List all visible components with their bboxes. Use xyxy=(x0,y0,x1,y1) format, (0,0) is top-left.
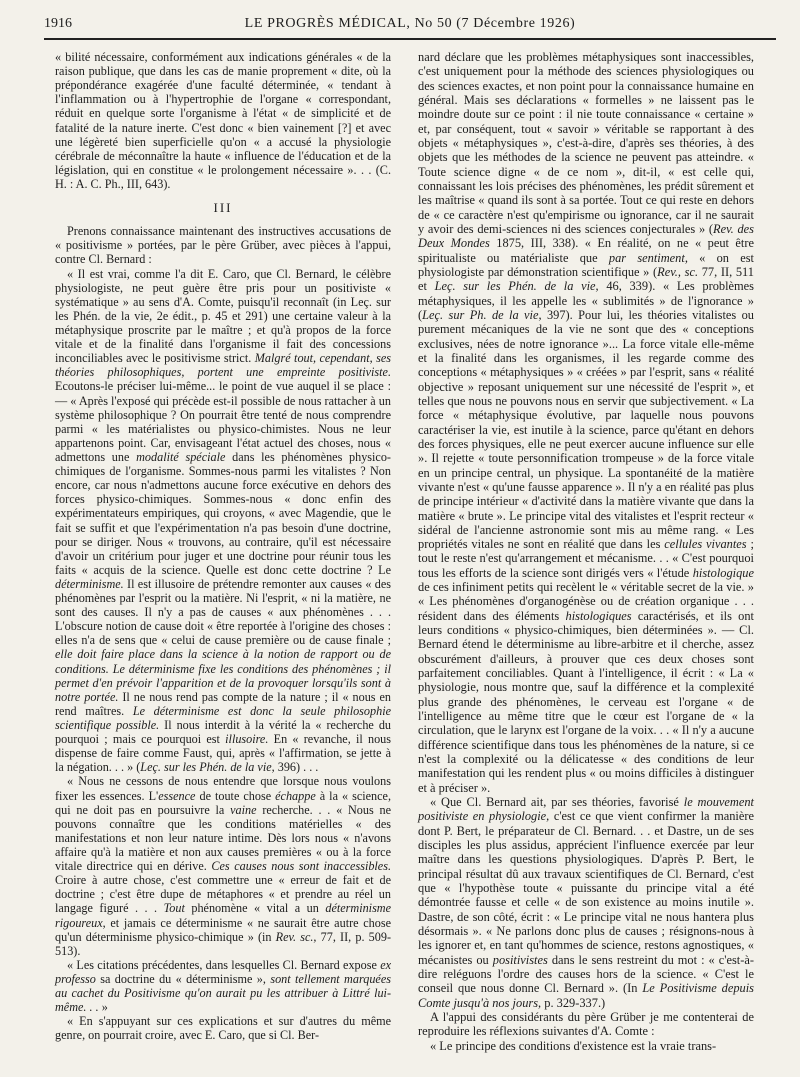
citations-paragraph: « Les citations précédentes, dans lesquelles Cl. Bernard expose ex professo sa doctrine du « déterminisme », sont tellement marquées au cachet du Positivisme qu'on aurait pu les attribuer à Littré lui-même. . . » xyxy=(55,957,392,1015)
section-heading: III xyxy=(213,200,233,216)
caro-paragraph: « Il est vrai, comme l'a dit E. Caro, que Cl. Bernard, le célèbre physiologiste, ne peut guère être pris pour un positiviste « systématique » au sens d'A. Comte, puisqu'il reconnaît (in Leç. sur les Phén. de la vie, 2e édit., p. 45 et 291) une certaine valeur à la métaphysique proscrite par le maître ; et qu'à propos de la force vitale et de la finalité dans l'organisme il fait des concessions inconciliables avec le positivisme strict. Malgré tout, cependant, ses théories philosophiques, portent une empreinte positiviste. Ecoutons-le préciser lui-même... le point de vue auquel il se place : — « Après l'exposé qui précède est-il possible de nous rattacher à un système philosophique ? On pourrait être tenté de nous comprendre parmi « les matérialistes ou physico-chimistes. Nous ne leur appartenons point. Car, envisageant l'état actuel des choses, nous « admettons une modalité spéciale dans les phénomènes physico-chimiques de l'organisme. Sommes-nous parmi les vitalistes ? Non encore, car nous n'admettons aucune force exécutive en dehors des forces physico-chimiques. Sommes-nous « donc enfin des expérimentateurs empiriques, qui croyons, « avec Magendie, que le fait se suffit et que l'expérimentation n'a pas besoin d'une doctrine, pour se diriger. Nous « trouvons, au contraire, qu'il est nécessaire d'avoir un critérium pour juger et une doctrine pour réunir tous les faits « acquis de la science. Quelle est donc cette doctrine ? Le déterminisme. Il est illusoire de prétendre remonter aux causes « des phénomènes par l'esprit ou la matière. Ni l'esprit, « ni la matière, ne sont des causes. Il n'y a pas de causes « aux phénomènes . . . L'obscure notion de cause doit « être reportée à l'origine des choses : elles n'a de sens que « celui de cause première ou de cause finale ; elle doit faire place dans la science à la notion de rapport ou de conditions. Le déterminisme fixe les conditions des phénomènes ; il permet d'en prévoir l'apparition et de la provoquer lorsqu'ils sont à notre portée. Il ne nous rend pas compte de la nature ; il « nous en rend maîtres. Le déterminisme est donc la seule philosophie scientifique possible. Il nous interdit à la vérité la « recherche du pourquoi ; mais ce pourquoi est illusoire. En « revanche, il nous dispense de faire comme Faust, qui, après « l'affirmation, se jette à la négation. . . » (Leç. sur les Phén. de la vie, 396) . . . xyxy=(55,266,392,775)
comte-quote-paragraph: « Le principe des conditions d'existence est la vraie trans- xyxy=(430,1038,717,1053)
continuation-paragraph: « En s'appuyant sur ces explications et sur d'autres du même genre, on pourrait croire, avec E. Caro, que si Cl. Ber- xyxy=(55,1014,391,1043)
page-number: 1916 xyxy=(44,16,72,31)
page-header xyxy=(44,14,776,36)
header-rule xyxy=(44,38,776,40)
bernard-paragraph: nard déclare que les problèmes métaphysiques sont inaccessibles, c'est uniquement pour la méthode des sciences physiologiques ou des sciences exactes, et non point pour la connaissance humaine en général. Mais ses déclarations « formelles » ne laissent pas le moindre doute sur ce point : il nie toute connaissance « certaine » et, par conséquent, tout « savoir » véritable se rapportant à des objets « métaphysiques », c'est-à-dire, d'après ses théories, à des objets que les méthodes de la science ne peuvent pas atteindre. « Toute science digne « de ce nom », dit-il, « est celle qui, connaissant les lois précises des phénomènes, les prédit sûrement et les maîtrise « quand ils sont à sa portée. Tout ce qui reste en dehors de « ce caractère n'est qu'empirisme ou ignorance, car il ne saurait y avoir des demi-sciences ni des sciences conjecturales » (Rev. des Deux Mondes 1875, III, 338). « En réalité, on ne « peut être spiritualiste ou matérialiste que par sentiment, « on est physiologiste par démonstration scientifique » (Rev., sc. 77, II, 511 et Leç. sur les Phén. de la vie, 46, 339). « Les problèmes métaphysiques, il les appelle les « sublimités » de l'ignorance » (Leç. sur Ph. de la vie, 397). Pour lui, les théories vitalistes ou purement mécaniques de la vie ne sont que des « conceptions exclusives, nées de notre ignorance »... La force vitale elle-même et la finalité dans les organismes, il les regarde comme des conceptions « métaphysiques » « créées » par l'esprit, sans « réalité objective » reposant uniquement sur une nécessité de l'esprit », et telles que nous ne pouvons nous en servir que subjectivement. « La force « métaphysique évolutive, par laquelle nous pouvons caractériser la vie, est inutile à la science, parce qu'étant en dehors des forces physiques, elle ne peut exercer aucune influence sur elle ». Il rejette « toute personnification trompeuse » de la force vitale en un principe central, un physique. La spontanéité de la matière vivante n'est « qu'une fausse apparence ». Il n'y a en réalité pas plus de principe intérieur « d'activité dans la matière vivante que dans la matière « brute ». Le principe vital des vitalistes et l'esprit recteur « sidéral de l'ancienne astronomie sont mis au même rang. « Les propriétés vitales ne sont en réalité que dans les cellules vivantes ; tout le reste n'est qu'arrangement et mécanisme. . . « C'est pourquoi tous les efforts de la science sont dirigés vers « l'étude histologique de ces infiniment petits qui recèlent le « véritable secret de la vie. » « Les phénomènes d'organogénèse ou de création organique . . . résident dans des éléments histologiques caractérisés, et ils ont leurs conditions « physico-chimiques, bien déterminées ». — Cl. Bernard étend le déterminisme au libre-arbitre et il cherche, assez obscurément d'ailleurs, à prouver que ces deux choses sont parfaitement conciliables. Quant à l'intelligence, il écrit : « La « physiologie, nous montre que, sauf la différence et la complexité plus grande des phénomènes, le cerveau est l'organe « de l'intelligence au même titre que le cœur est l'organe de « la circulation, que le larynx est l'organe de la voix. . . « Il n'y a aucune différence scientifique dans tous les phénomènes de la nature, si ce n'est la complexité ou la délicatesse « des conditions de leur manifestation qui les rendent plus « ou moins difficiles à distinguer et à préciser ». xyxy=(418,50,755,795)
essence-paragraph: « Nous ne cessons de nous entendre que lorsque nous voulons fixer les essences. L'essence de toute chose échappe à la « science, qui ne doit pas en poursuivre la vaine recherche. . . « Nous ne pouvons connaître que les conditions matérielles « des manifestations et non leur nature intime. Dès lors nous « n'avons affaire qu'à la matière et non aux causes premières « ou à la force vitale directrice qui en dérive. Ces causes nous sont inaccessibles. Croire à autre chose, c'est commettre une « erreur de fait et de doctrine ; c'est être dupe de métaphores « et prendre au réel un langage figuré . . . Tout phénomène « vital a un déterminisme rigoureux, et jamais ce déterminisme « ne saurait être autre chose qu'un déterminisme physico-chimique » (in Rev. sc., 77, II, p. 509-513). xyxy=(55,774,392,958)
right-column xyxy=(418,50,754,1053)
quote-paragraph: « bilité nécessaire, conformément aux indications générales « de la raison publique, que dans les cas de manie proprement « dite, où la prépondérance exagérée d'une faculté déterminée, « tendant à l'inflammation ou à l'hypertrophie de l'organe « correspondant, réduit en quelque sorte l'organisme à l'état « de simplicité et de fatalité de la nature inerte. C'est donc « bien vainement [?] et avec une légèreté bien superficielle qu'on « a accusé la physiologie cérébrale de méconnaître la haute « influence de l'éducation et de la législation, qui en constitue « le prolongement nécessaire ». . . (C. H. : A. C. Ph., III, 643). xyxy=(55,50,391,191)
comte-intro-paragraph: A l'appui des considérants du père Grüber je me contenterai de reproduire les réflexions suivantes d'A. Comte : xyxy=(418,1009,754,1039)
journal-title: LE PROGRÈS MÉDICAL, No 50 (7 Décembre 1926) xyxy=(244,16,576,31)
left-column xyxy=(55,50,391,1043)
intro-paragraph: Prenons connaissance maintenant des instructives accusations de « positivisme » portées, par le père Grüber, avec pièces à l'appui, contre Cl. Bernard : xyxy=(55,224,391,267)
bert-dastre-paragraph: « Que Cl. Bernard ait, par ses théories, favorisé le mouvement positiviste en physiologie, c'est ce que vient confirmer la manière dont P. Bert, le préparateur de Cl. Bernard. . . et Dastre, un de ses disciples les plus assidus, apprécient l'influence exercée par leur maître dans les questions physiologiques. D'après P. Bert, le principal résultat dû aux travaux scientifiques de Cl. Bernard, c'est que « l'hypothèse toute « puissante du principe vital a été démontrée fausse et celle « de son existence au moins inutile ». Dastre, de son côté, écrit : « Le principe vital ne nous hantera plus désormais ». « Ne parlons donc plus de causes ; résignons-nous à les ignorer et, en tant qu'hommes de science, restons agnostiques, « mécanistes ou positivistes dans le sens restreint du mot : « c'est-à-dire reléguons l'ordre des causes hors de la science. « C'est le conseil que nous donne Cl. Bernard ». (In Le Positivisme depuis Comte jusqu'à nos jours, p. 329-337.) xyxy=(418,795,755,1010)
